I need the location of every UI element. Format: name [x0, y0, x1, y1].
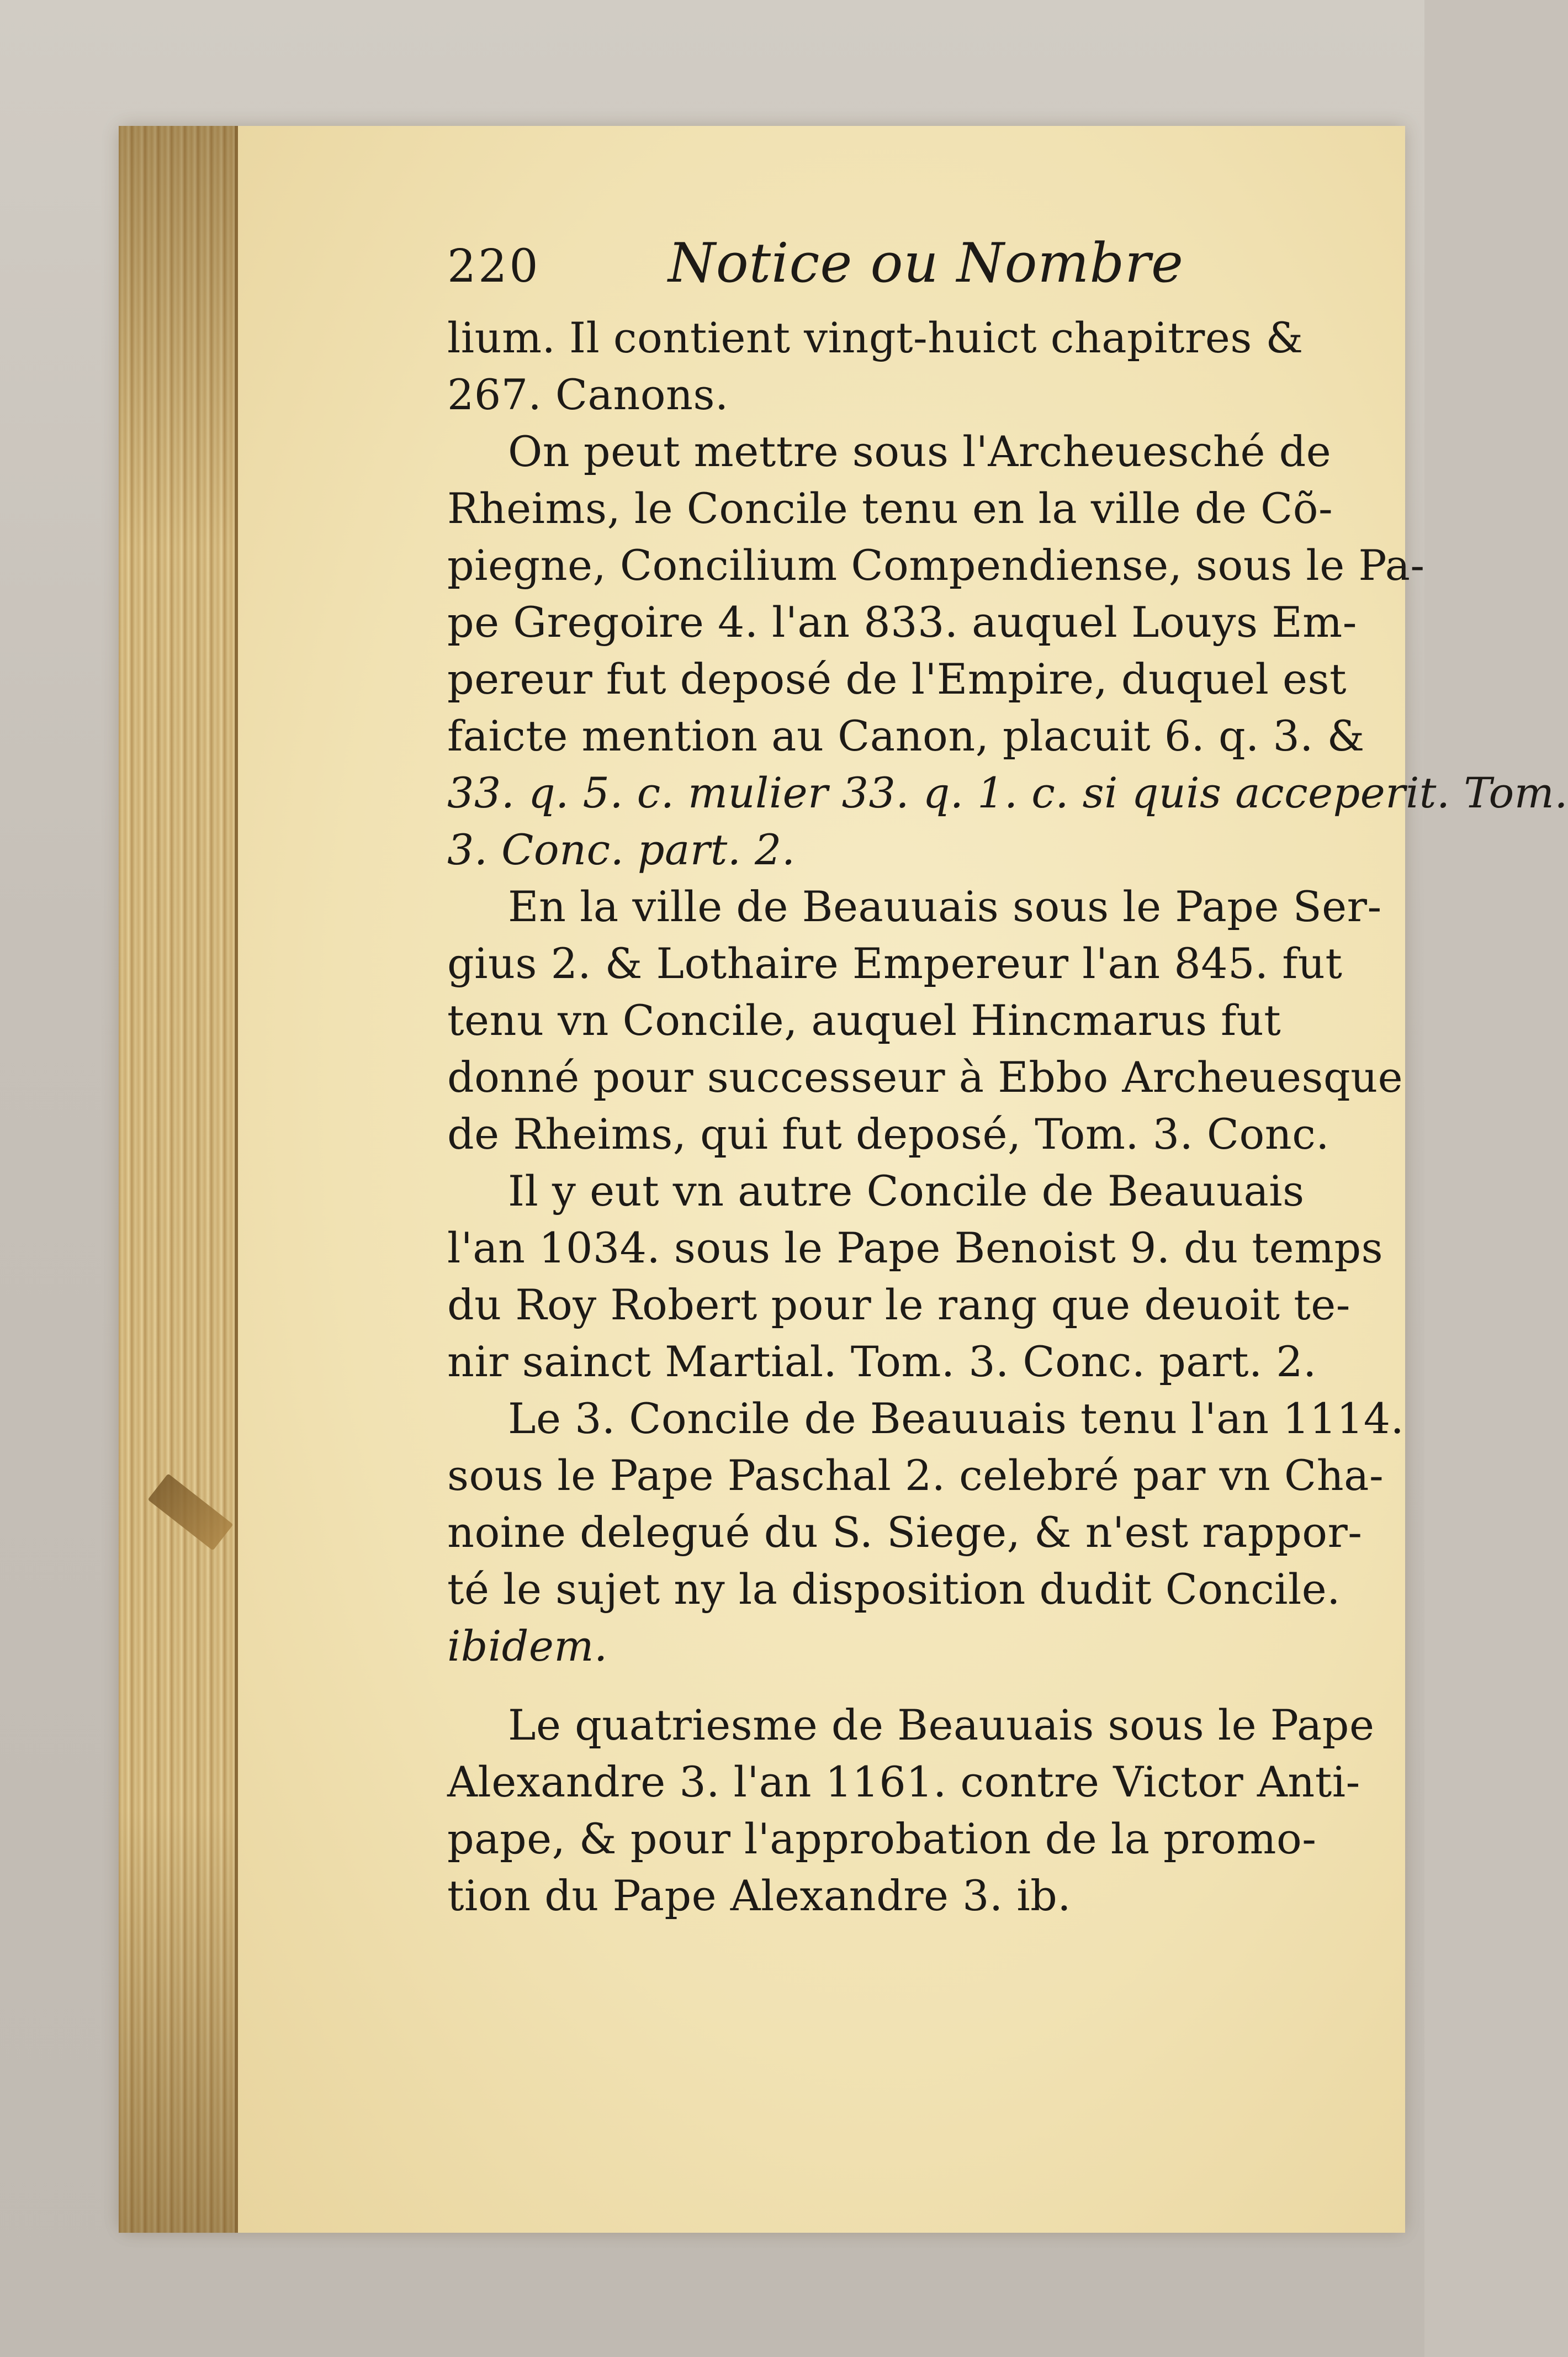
text-line: donné pour successeur à Ebbo Archeuesque	[447, 1053, 1403, 1102]
page-number: 220	[447, 240, 541, 293]
text-line: tenu vn Concile, auquel Hincmarus fut	[447, 996, 1281, 1045]
text-line: Rheims, le Concile tenu en la ville de Cõ-	[447, 484, 1333, 533]
text-line: du Roy Robert pour le rang que deuoit te-	[447, 1280, 1350, 1329]
text-line: piegne, Concilium Compendiense, sous le Pa-	[447, 541, 1425, 590]
paragraph-start: En la ville de Beauuais sous le Pape Ser-	[508, 882, 1382, 931]
text-line: sous le Pape Paschal 2. celebré par vn Cha-	[447, 1451, 1384, 1500]
citation-line: ibidem.	[447, 1621, 608, 1671]
running-head: Notice ou Nombre	[668, 232, 1184, 295]
text-line: noine delegué du S. Siege, & n'est rappor-	[447, 1508, 1363, 1557]
citation-line: 3. Conc. part. 2.	[447, 825, 796, 874]
text-line: nir sainct Martial. Tom. 3. Conc. part. 2.	[447, 1337, 1317, 1386]
paragraph-gap	[447, 1674, 1358, 1697]
text-line: pape, & pour l'approbation de la promo-	[447, 1814, 1317, 1863]
paragraph-start: Le 3. Concile de Beauuais tenu l'an 1114.	[508, 1394, 1405, 1443]
page-edges	[119, 126, 238, 2233]
page-header	[447, 232, 1358, 309]
text-line: 267. Canons.	[447, 370, 729, 419]
text-line: lium. Il contient vingt-huict chapitres &	[447, 313, 1304, 362]
text-line: Alexandre 3. l'an 1161. contre Victor Anti-	[447, 1757, 1360, 1806]
text-line: pereur fut deposé de l'Empire, duquel est	[447, 654, 1347, 704]
text-line: faicte mention au Canon, placuit 6. q. 3. &	[447, 711, 1365, 760]
text-line: l'an 1034. sous le Pape Benoist 9. du temps	[447, 1223, 1384, 1272]
paragraph-start: Il y eut vn autre Concile de Beauuais	[508, 1166, 1305, 1216]
text-line: gius 2. & Lothaire Empereur l'an 845. fut	[447, 939, 1343, 988]
text-line: de Rheims, qui fut deposé, Tom. 3. Conc.	[447, 1109, 1329, 1159]
citation-line: 33. q. 5. c. mulier 33. q. 1. c. si quis acceperit. Tom.	[447, 768, 1568, 817]
text-line: té le sujet ny la disposition dudit Concile.	[447, 1565, 1341, 1614]
text-block	[447, 232, 1568, 1924]
text-line: pe Gregoire 4. l'an 833. auquel Louys Em-	[447, 598, 1357, 647]
paragraph-start: On peut mettre sous l'Archeuesché de	[508, 427, 1332, 476]
paragraph-start: Le quatriesme de Beauuais sous le Pape	[508, 1700, 1375, 1750]
text-line: tion du Pape Alexandre 3. ib.	[447, 1871, 1071, 1920]
